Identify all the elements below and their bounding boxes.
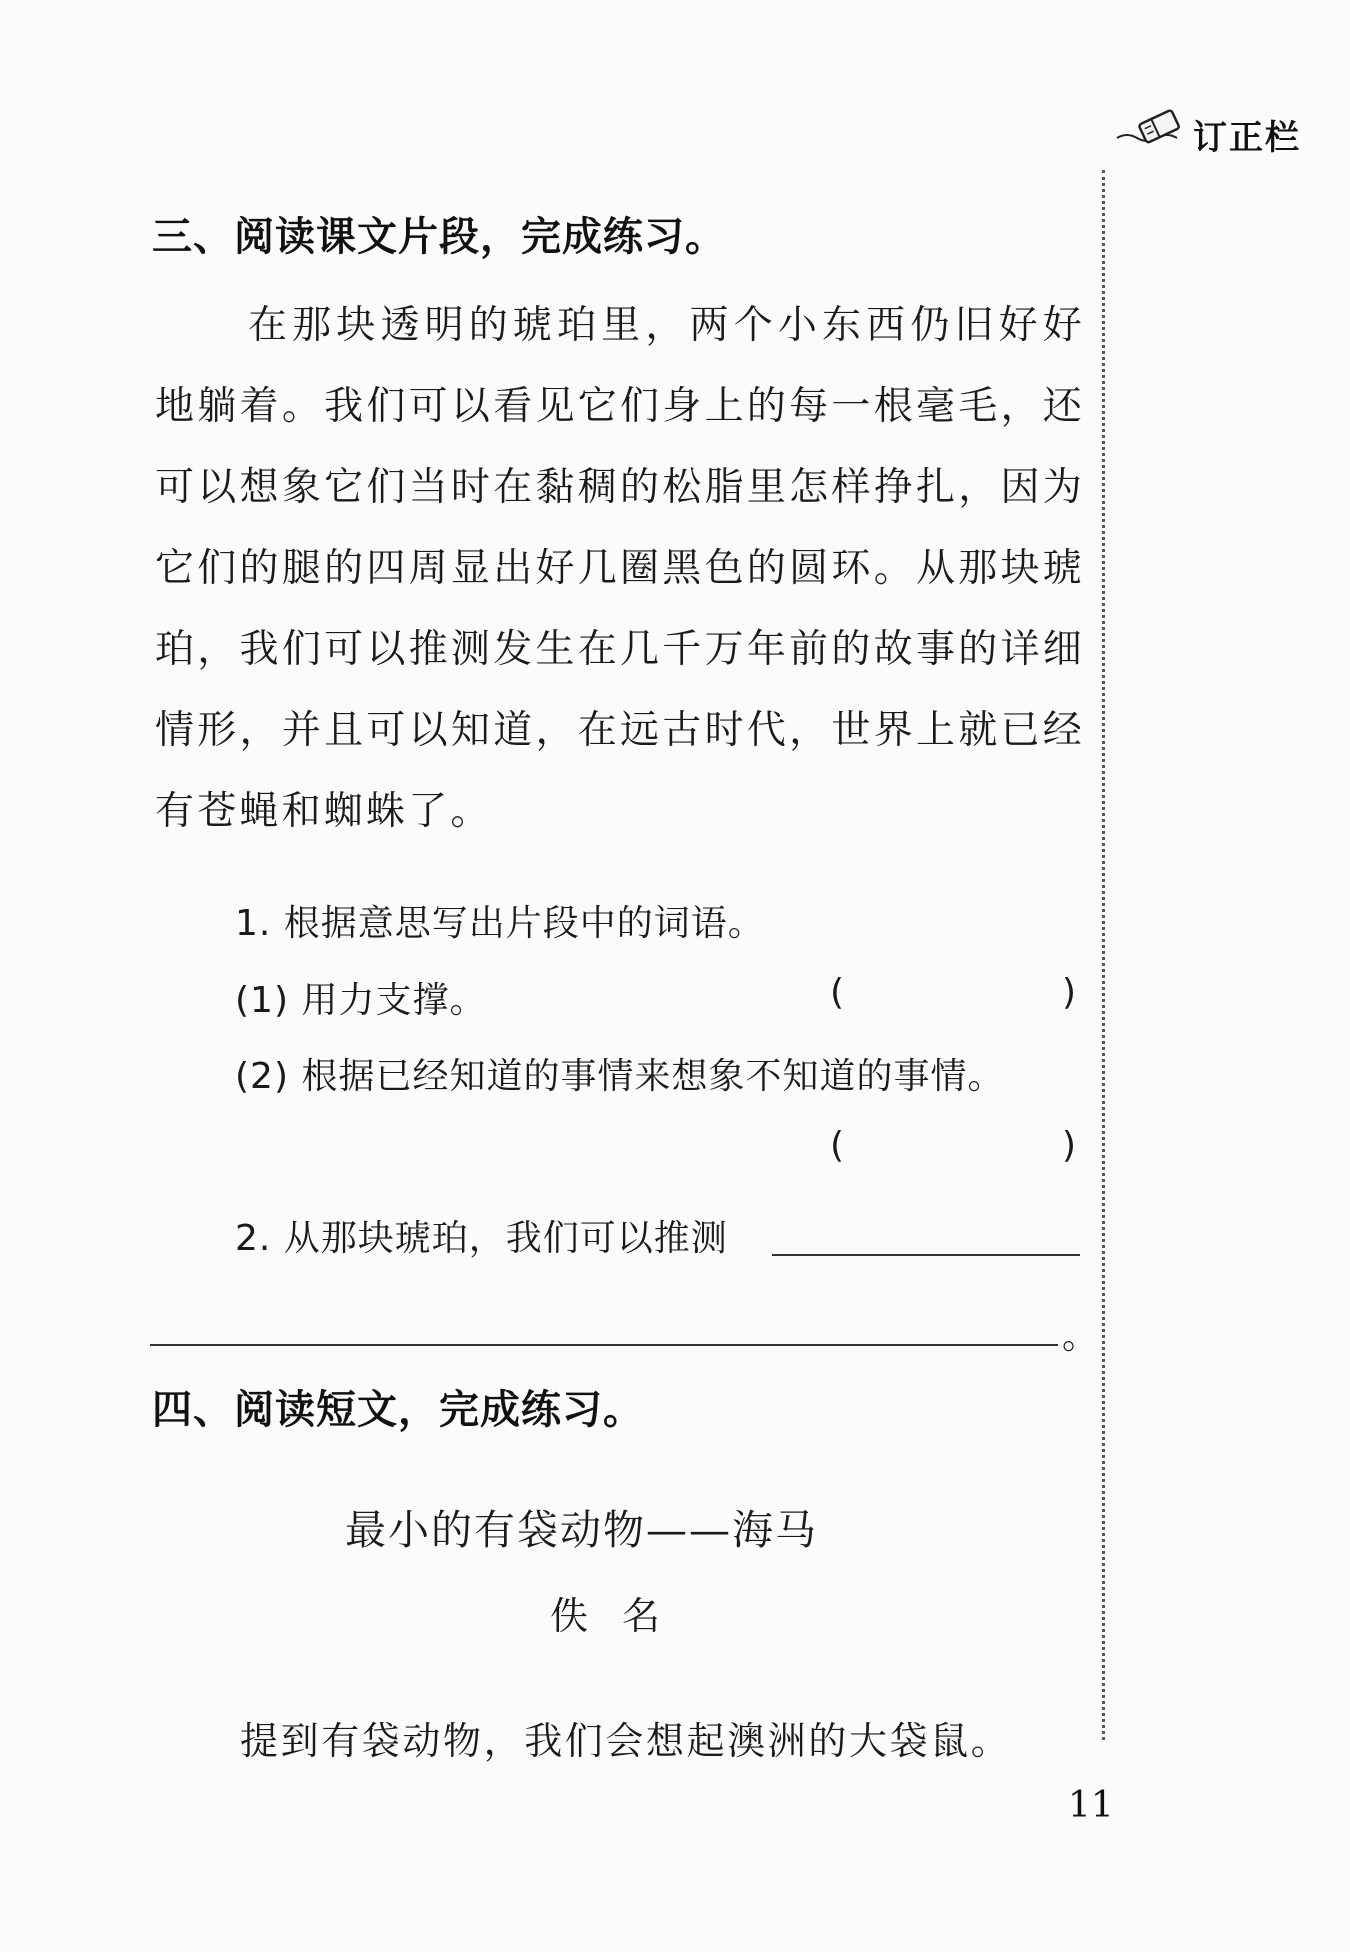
answer-bracket-open: ( (830, 1125, 845, 1166)
correction-column-divider (1102, 170, 1105, 1740)
correction-column-label: 订正栏 (1193, 118, 1301, 158)
section-four-heading: 四、阅读短文，完成练习。 (152, 1387, 644, 1433)
article-title: 最小的有袋动物——海马 (345, 1506, 818, 1554)
answer-end-period: 。 (1062, 1316, 1099, 1357)
question-one-item-one: (1) 用力支撑。 (235, 980, 487, 1021)
correction-column-header (1115, 98, 1335, 158)
answer-bracket-close: ) (1062, 972, 1077, 1013)
page-number: 11 (1068, 1785, 1114, 1826)
amber-passage: 在那块透明的琥珀里，两个小东西仍旧好好地躺着。我们可以看见它们身上的每一根毫毛，还可以想象它们当时在黏稠的松脂里怎样挣扎，因为它们的腿的四周显出好几圈黑色的圆环。从那块琥珀，我们可以推测发生在几千万年前的故事的详细情形，并且可以知道，在远古时代，世界上就已经有苍蝇和蜘蛛了。 (155, 303, 1085, 834)
question-one-item-two: (2) 根据已经知道的事情来想象不知道的事情。 (235, 1056, 1005, 1097)
article-author: 佚名 (550, 1594, 695, 1638)
answer-blank-line (772, 1254, 1080, 1256)
answer-blank-line (150, 1344, 1058, 1346)
question-one-prompt: 1. 根据意思写出片段中的词语。 (235, 903, 765, 944)
question-two-prompt: 2. 从那块琥珀，我们可以推测 (235, 1218, 728, 1259)
pencil-eraser-icon (1115, 98, 1195, 158)
answer-bracket-close: ) (1062, 1125, 1077, 1166)
article-first-line: 提到有袋动物，我们会想起澳洲的大袋鼠。 (240, 1719, 1012, 1763)
section-three-heading: 三、阅读课文片段，完成练习。 (152, 214, 726, 260)
answer-bracket-open: ( (830, 972, 845, 1013)
